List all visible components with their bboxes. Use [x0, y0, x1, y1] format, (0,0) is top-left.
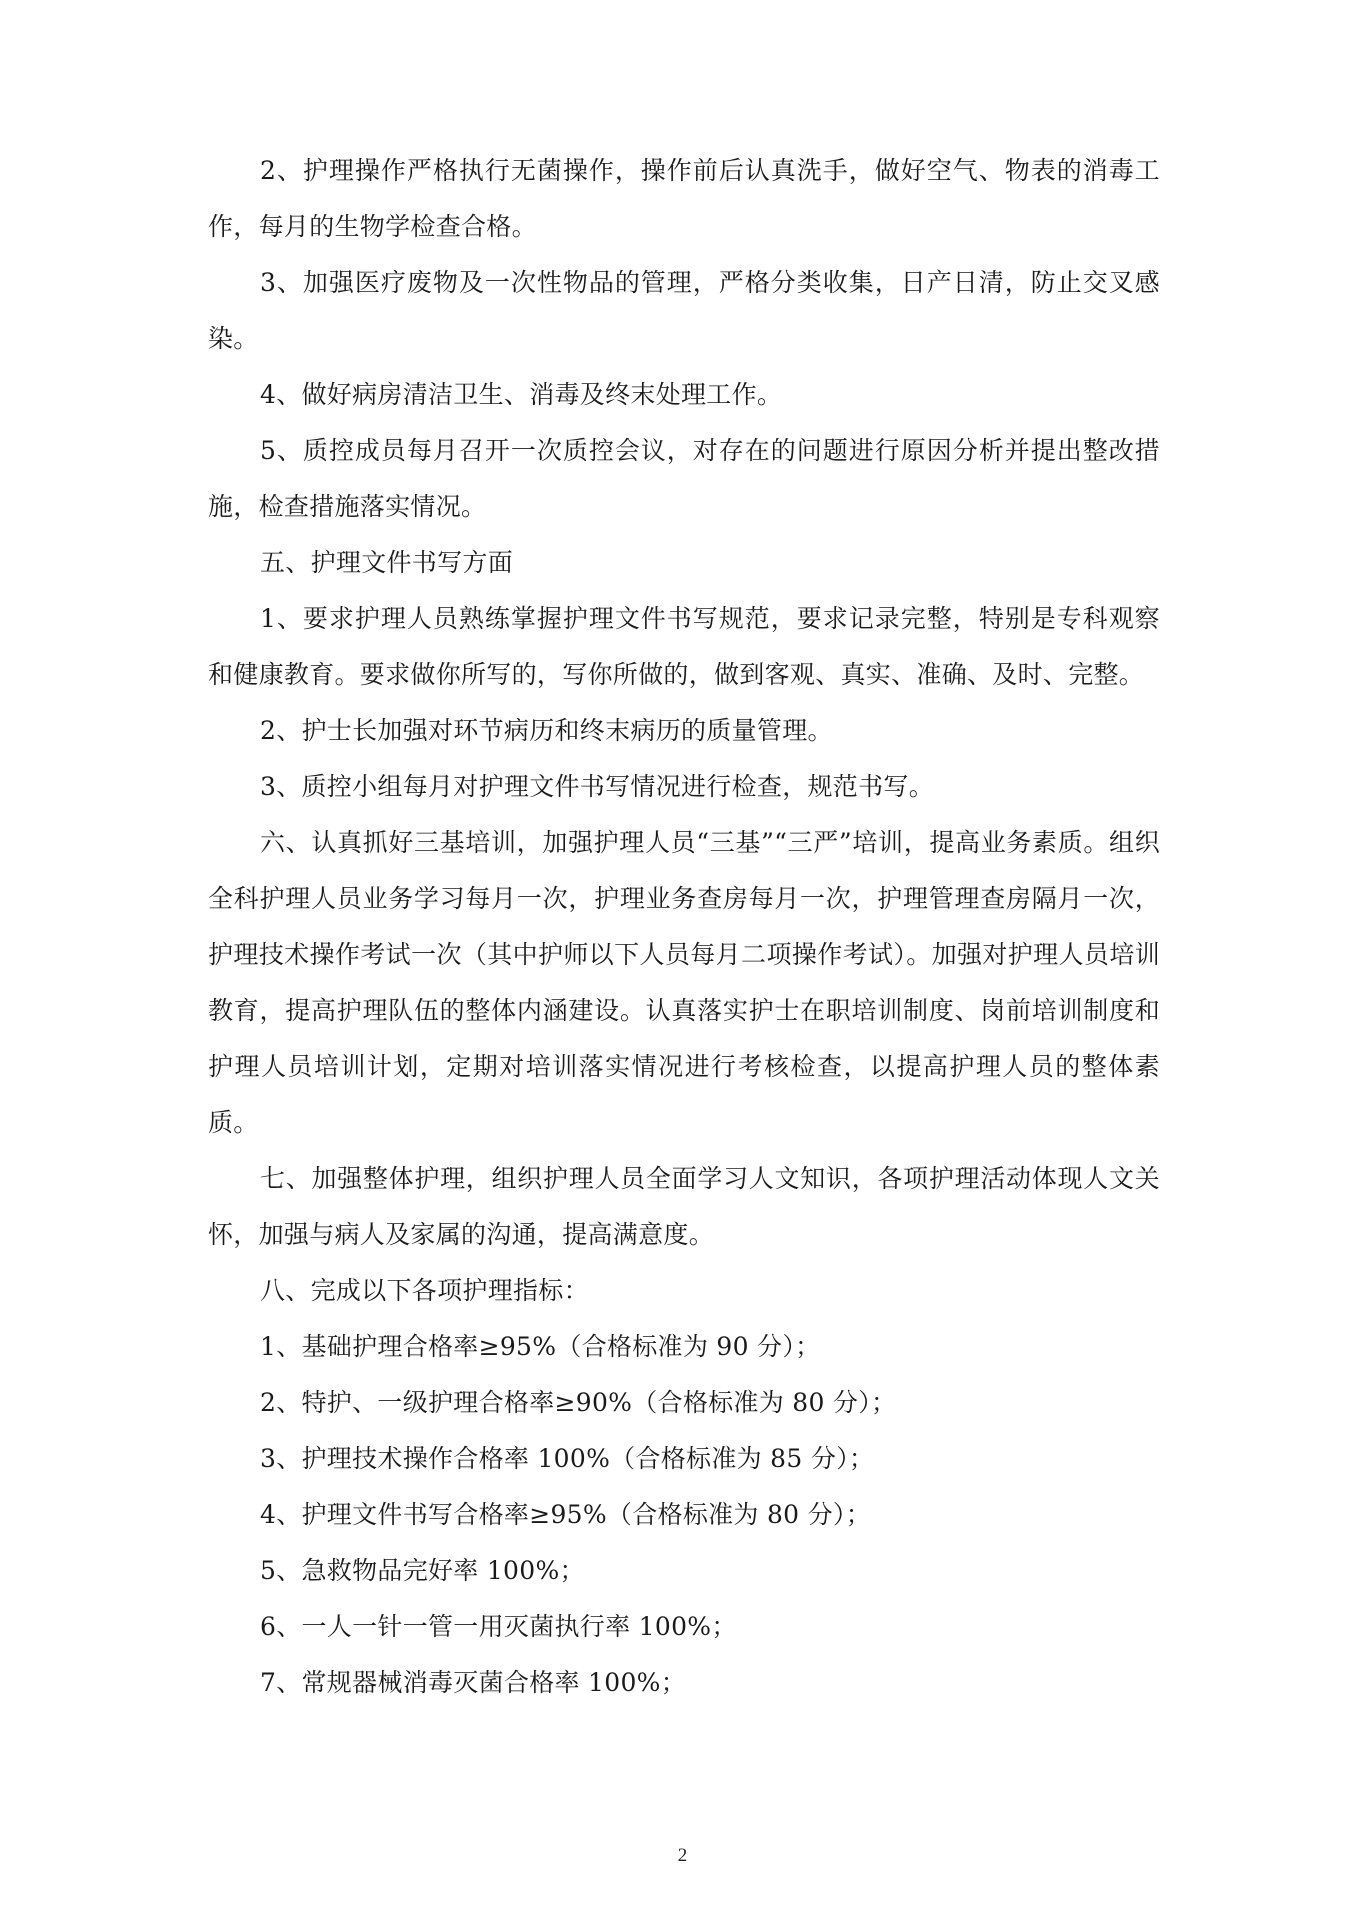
paragraph-medical-waste: 3、加强医疗废物及一次性物品的管理，严格分类收集，日产日清，防止交叉感染。	[208, 268, 1160, 353]
section-heading-indicators: 八、完成以下各项护理指标：	[260, 1276, 589, 1305]
paragraph-disinfection-aseptic: 2、护理操作严格执行无菌操作，操作前后认真洗手，做好空气、物表的消毒工作，每月的生物学检查合格。	[208, 156, 1160, 241]
paragraph-documentation-standards: 1、要求护理人员熟练掌握护理文件书写规范，要求记录完整，特别是专科观察和健康教育。要求做你所写的，写你所做的，做到客观、真实、准确、及时、完整。	[208, 604, 1160, 689]
page-number: 2	[677, 1845, 688, 1866]
paragraph-training: 六、认真抓好三基培训，加强护理人员“三基”“三严”培训，提高业务素质。组织全科护理人员业务学习每月一次，护理业务查房每月一次，护理管理查房隔月一次，护理技术操作考试一次（其中护师以下人员每月二项操作考试）。加强对护理人员培训教育，提高护理队伍的整体内涵建设。认真落实护士在职培训制度、岗前培训制度和护理人员培训计划，定期对培训落实情况进行考核检查，以提高护理人员的整体素质。	[208, 828, 1160, 1137]
indicator-item: 5、急救物品完好率 100%；	[260, 1556, 585, 1585]
indicator-item: 3、护理技术操作合格率 100%（合格标准为 85 分）；	[260, 1444, 875, 1473]
indicator-item: 6、一人一针一管一用灭菌执行率 100%；	[260, 1612, 737, 1641]
indicator-item: 4、护理文件书写合格率≥95%（合格标准为 80 分）；	[260, 1500, 872, 1529]
paragraph-ward-cleaning: 4、做好病房清洁卫生、消毒及终末处理工作。	[260, 380, 783, 409]
indicator-item: 7、常规器械消毒灭菌合格率 100%；	[260, 1668, 687, 1697]
paragraph-holistic-care: 七、加强整体护理，组织护理人员全面学习人文知识，各项护理活动体现人文关怀，加强与病人及家属的沟通，提高满意度。	[208, 1164, 1160, 1249]
indicator-item: 1、基础护理合格率≥95%（合格标准为 90 分）；	[260, 1332, 821, 1361]
indicator-item: 2、特护、一级护理合格率≥90%（合格标准为 80 分）；	[260, 1388, 897, 1417]
section-heading-documentation: 五、护理文件书写方面	[260, 548, 514, 577]
paragraph-quality-meeting: 5、质控成员每月召开一次质控会议，对存在的问题进行原因分析并提出整改措施，检查措施落实情况。	[208, 436, 1160, 521]
paragraph-qc-team-checks: 3、质控小组每月对护理文件书写情况进行检查，规范书写。	[260, 772, 935, 801]
paragraph-head-nurse-records: 2、护士长加强对环节病历和终末病历的质量管理。	[260, 716, 833, 745]
